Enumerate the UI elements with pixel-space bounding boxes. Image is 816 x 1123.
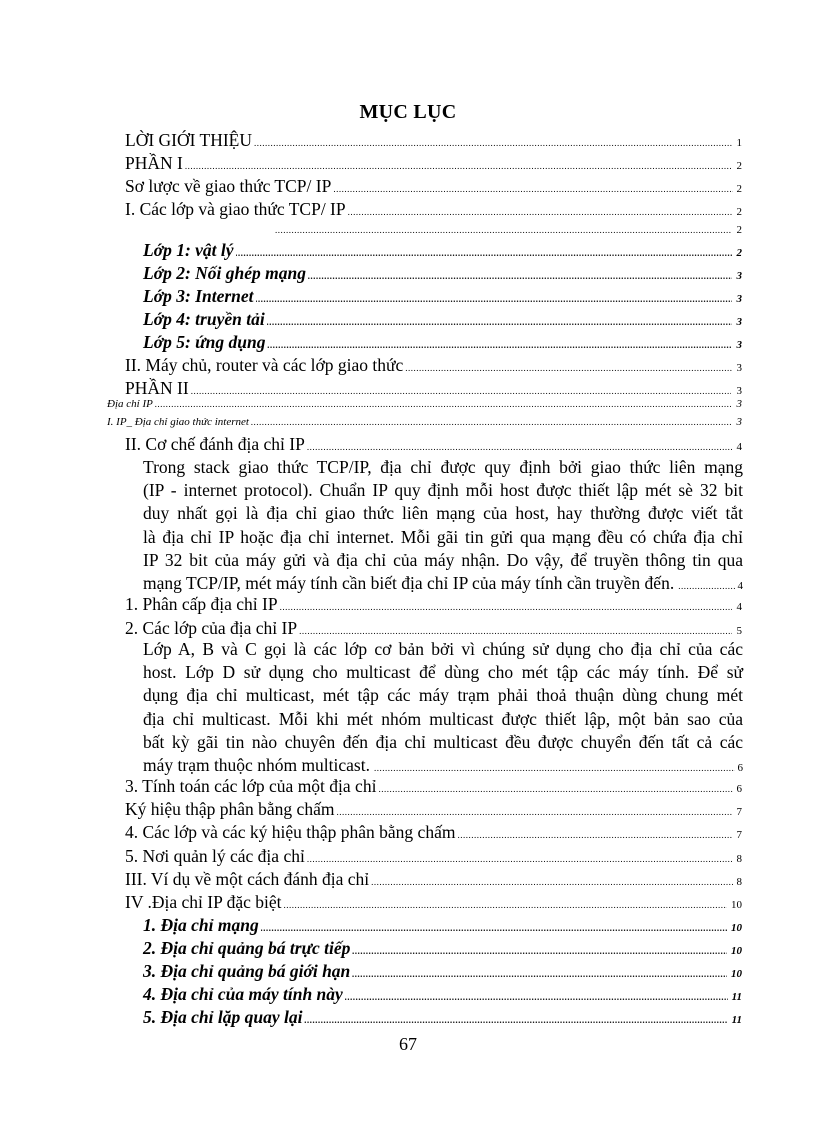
toc-entry[interactable]: Ký hiệu thập phân bằng chấm ..... 7 [125,797,742,821]
toc-entry[interactable]: III. Ví dụ về một cách đánh địa chỉ ..... 8 [125,867,742,891]
toc-entry[interactable]: 5. Nơi quản lý các địa chỉ ..... 8 [125,844,742,868]
toc-entry[interactable]: Lớp 4: truyền tải ..... 3 [143,307,742,331]
toc-entry[interactable]: 2. Các lớp của địa chỉ IP ..... 5 [125,616,742,640]
toc-entry[interactable]: Lớp 2: Nối ghép mạng ..... 3 [143,261,742,285]
toc-entry[interactable]: Lớp 3: Internet ..... 3 [143,284,742,308]
toc-entry[interactable]: 2. Địa chỉ quảng bá trực tiếp ..... 10 [143,936,742,960]
toc-entry[interactable]: I. IP_ Địa chỉ giao thức internet ..... 3 [107,415,742,429]
toc-entry[interactable]: Địa chỉ IP ..... 3 [107,397,742,411]
toc-paragraph-classes: Lớp A, B và C gọi là các lớp cơ bản bởi vì chúng sử dụng cho địa chỉ của các host. Lớp D sử dụng cho multicast để dùng cho mét tập các máy tính. Để sử dụng địa chỉ multicast, mét tập các máy trạm phải thoả thuận dùng chung mét địa chỉ multicast. Mỗi khi mét nhóm multicast được thiết lập, một bản sao của bất kỳ gãi tin nào chuyên đến địa chỉ multicast đều được chuyển đến tất cả các máy trạm thuộc nhóm multicast. ..... 6 [143,638,743,780]
toc-entry[interactable]: Sơ lược về giao thức TCP/ IP ..... 2 [125,174,742,198]
toc-entry[interactable]: Lớp 1: vật lý ..... 2 [143,238,742,262]
toc-entry[interactable]: Lớp 5: ứng dụng ..... 3 [143,330,742,354]
toc-entry[interactable]: 4. Địa chỉ của máy tính này ..... 11 [143,982,742,1006]
toc-entry[interactable]: II. Máy chủ, router và các lớp giao thức ..... 3 [125,353,742,377]
toc-entry[interactable]: 1. Phân cấp địa chỉ IP ..... 4 [125,592,742,616]
toc-entry[interactable]: PHẦN II ..... 3 [125,376,742,400]
toc-title: MỤC LỤC [359,101,457,123]
toc-paragraph-addressing: Trong stack giao thức TCP/IP, địa chỉ được quy định bởi giao thức liên mạng (IP - internet protocol). Chuẩn IP quy định mỗi host được thiết lập mét sè 32 bit duy nhất gọi là địa chỉ giao thức liên mạng của host, hay thường được viết tắt là địa chỉ IP hoặc địa chỉ internet. Mỗi gãi tin gửi qua mạng đều có chứa địa chỉ IP 32 bit của máy gửi và địa chỉ của máy nhận. Do vậy, để truyền thông tin qua mạng TCP/IP, mét máy tính cần biết địa chỉ IP của máy tính cần truyền đến. ..... 4 [143,456,743,598]
toc-entry[interactable]: I. Các lớp và giao thức TCP/ IP ..... 2 [125,197,742,221]
page-number: 67 [399,1034,417,1054]
toc-entry[interactable]: 5. Địa chỉ lặp quay lại ..... 11 [143,1005,742,1029]
toc-entry[interactable]: PHẦN I ..... 2 [125,151,742,175]
toc-entry[interactable]: LỜI GIỚI THIỆU ..... 1 [125,128,742,152]
toc-entry[interactable]: II. Cơ chế đánh địa chỉ IP ..... 4 [125,432,742,456]
toc-entry[interactable]: 4. Các lớp và các ký hiệu thập phân bằng chấm ..... 7 [125,820,742,844]
toc-entry[interactable]: 3. Địa chỉ quảng bá giới hạn ..... 10 [143,959,742,983]
toc-entry[interactable]: 3. Tính toán các lớp của một địa chỉ ..... 6 [125,774,742,798]
toc-entry[interactable]: IV .Địa chỉ IP đặc biệt ..... 10 [125,890,742,914]
toc-entry[interactable]: ..... 2 [273,218,742,242]
toc-entry[interactable]: 1. Địa chỉ mạng ..... 10 [143,913,742,937]
